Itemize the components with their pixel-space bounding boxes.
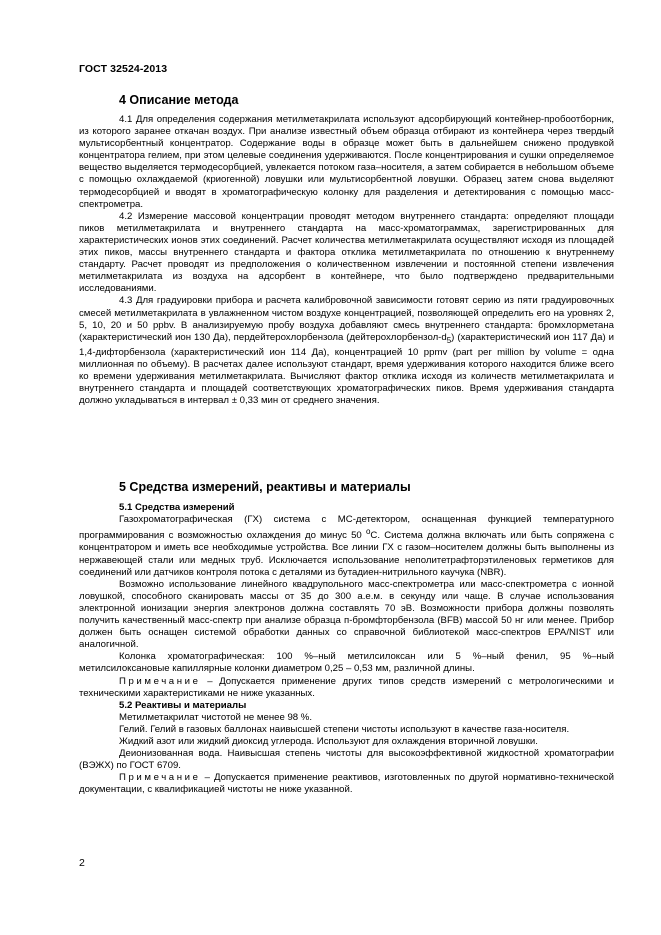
page-number: 2 (79, 857, 85, 869)
subsection-5-2-title: 5.2 Реактивы и материалы (119, 699, 247, 711)
paragraph-water: Деионизованная вода. Наивысшая степень чистоты для высокоэффективной жидкостной хроматографии (ВЭЖХ) по ГОСТ 6709. (79, 748, 614, 772)
note-5-1 (79, 676, 614, 700)
paragraph-helium: Гелий. Гелий в газовых баллонах наивысшей степени чистоты используют в качестве газа-носителя. (119, 723, 570, 735)
paragraph-mma: Метилметакрилат чистотой не менее 98 %. (119, 711, 312, 723)
note-label: Примечание (119, 772, 201, 784)
paragraph-gc-system (79, 514, 614, 579)
subscript-5: 5 (446, 335, 452, 345)
note-text: – Допускается применение других типов средств измерений с метрологическими и техническими характеристиками не ниже указанных. (79, 675, 614, 699)
paragraph-4-2: 4.2 Измерение массовой концентрации проводят методом внутреннего стандарта: определяют площади пиков метилметакрилата и внутреннего стандарта на масс-хроматограммах, зарегистрированных для характеристических ионов этих соединений. Расчет количества метилметакрилата осуществляют исходя из площадей этих пиков, массы внутреннего стандарта и фактора отклика метилметакрилата по отношению к внутреннему стандарту. Расчет проводят из предположения о количественном извлечении и постоянной степени извлечения метилметакрилата из воздуха на адсорбент в контейнере, что было подтверждено предварительными исследованиями. (79, 210, 614, 295)
paragraph-column: Колонка хроматографическая: 100 %–ный метилсилоксан или 5 %–ный фенил, 95 %–ный метилсилоксановые капиллярные колонки диаметром 0,25 – 0,53 мм, различной длины. (79, 651, 614, 675)
note-label: Примечание (119, 675, 201, 687)
paragraph-mass-spectrometer: Возможно использование линейного квадрупольного масс-спектрометра или масс-спектрометра с ионной ловушкой, способного сканировать массы от 35 до 300 а.е.м. в секунду или чаще. В случае использования электронной ионизации энергия электронов должна составлять 70 эВ. Возможности прибора должны позволять получить качественный масс-спектр при анализе образца п-бромфторбензола (BFB) массой 50 нг или менее. Прибор должен быть оснащен системой обработки данных со справочной библиотекой масс-спектров EPA/NIST или аналогичной. (79, 578, 614, 651)
document-code: ГОСТ 32524-2013 (79, 63, 168, 75)
degree-sign: о (365, 527, 371, 537)
section-4-title: 4 Описание метода (119, 93, 239, 107)
paragraph-gc-system-part-a: Газохроматографическая (ГХ) система с МС-детектором, оснащенная функцией температурного программирования с возможностью охлаждения до минус 50 (79, 514, 614, 542)
section-5-body (79, 502, 614, 796)
note-5-2 (79, 772, 614, 796)
paragraph-4-3-part-b: ) (характеристический ион 117 Да) и 1,4-дифторбензола (характеристический ион 114 Да), концентрацией 10 ppmv (part per million by volume = одна миллионная по объему). В расчетах далее используют стандарт, время удерживания которого находится ближе всего ко времени удерживания метилметакрилата. Вычисляют фактор отклика исходя из количеств метилметакрилата и внутреннего стандарта и площадей соответствующих хроматографических пиков. Время удерживания стандарта должно укладываться в интервал ± 0,33 мин от среднего значения. (79, 331, 614, 407)
subsection-5-1-title: 5.1 Средства измерений (119, 502, 235, 513)
paragraph-nitrogen: Жидкий азот или жидкий диоксид углерода. Используют для охлаждения вторичной ловушки. (119, 735, 538, 747)
paragraph-gc-system-part-b: С. Система должна включать или быть сопряжена с концентратором и иметь все необходимые устройства. Все линии ГХ с газом–носителем должны быть выполнены из нержавеющей стали или медных труб. Исключается использование неполитетрафторэтиленовых герметиков для соединений или датчиков контроля потока с деталями из бутадиен-нитрильного каучука (NBR). (79, 530, 614, 578)
section-4-body (79, 114, 614, 407)
section-5-title: 5 Средства измерений, реактивы и материалы (119, 480, 411, 494)
paragraph-4-3-part-a: 4.3 Для градуировки прибора и расчета калибровочной зависимости готовят серию из пяти градуировочных смесей метилметакрилата в увлажненном чистом воздухе концентрацией, позволяющей определить его на уровнях 2, 5, 10, 20 и 50 ppbv. В анализируемую пробу воздуха добавляют смесь внутреннего стандарта: бромхлорметана (характеристический ион 130 Да), пердейтерохлорбензола (дейтерохлорбензол-d (79, 295, 614, 343)
paragraph-4-1: 4.1 Для определения содержания метилметакрилата используют адсорбирующий контейнер-пробоотборник, из которого заранее откачан воздух. При анализе известный объем образца отбирают из контейнера через твердый мультисорбентный концентратор. Содержание воды в образце может быть в дальнейшем снижено продувкой концентратора гелием, при этом целевые соединения удерживаются. После концентрирования и сушки определяемое вещество выделяется термодесорбцией, увлекается потоком газа–носителя, а затем собирается в небольшом объеме с помощью охлаждаемой (криогенной) ловушки или мультисорбентной ловушки. Образец затем снова выделяют термодесорбцией и вводят в хроматографическую колонку для разделения и детектирования с помощью масс-спектрометра. (79, 114, 614, 210)
note-text: – Допускается применение реактивов, изготовленных по другой нормативно-технической документации, с квалификацией чистоты не ниже указанной. (79, 772, 614, 796)
paragraph-4-3 (79, 295, 614, 407)
